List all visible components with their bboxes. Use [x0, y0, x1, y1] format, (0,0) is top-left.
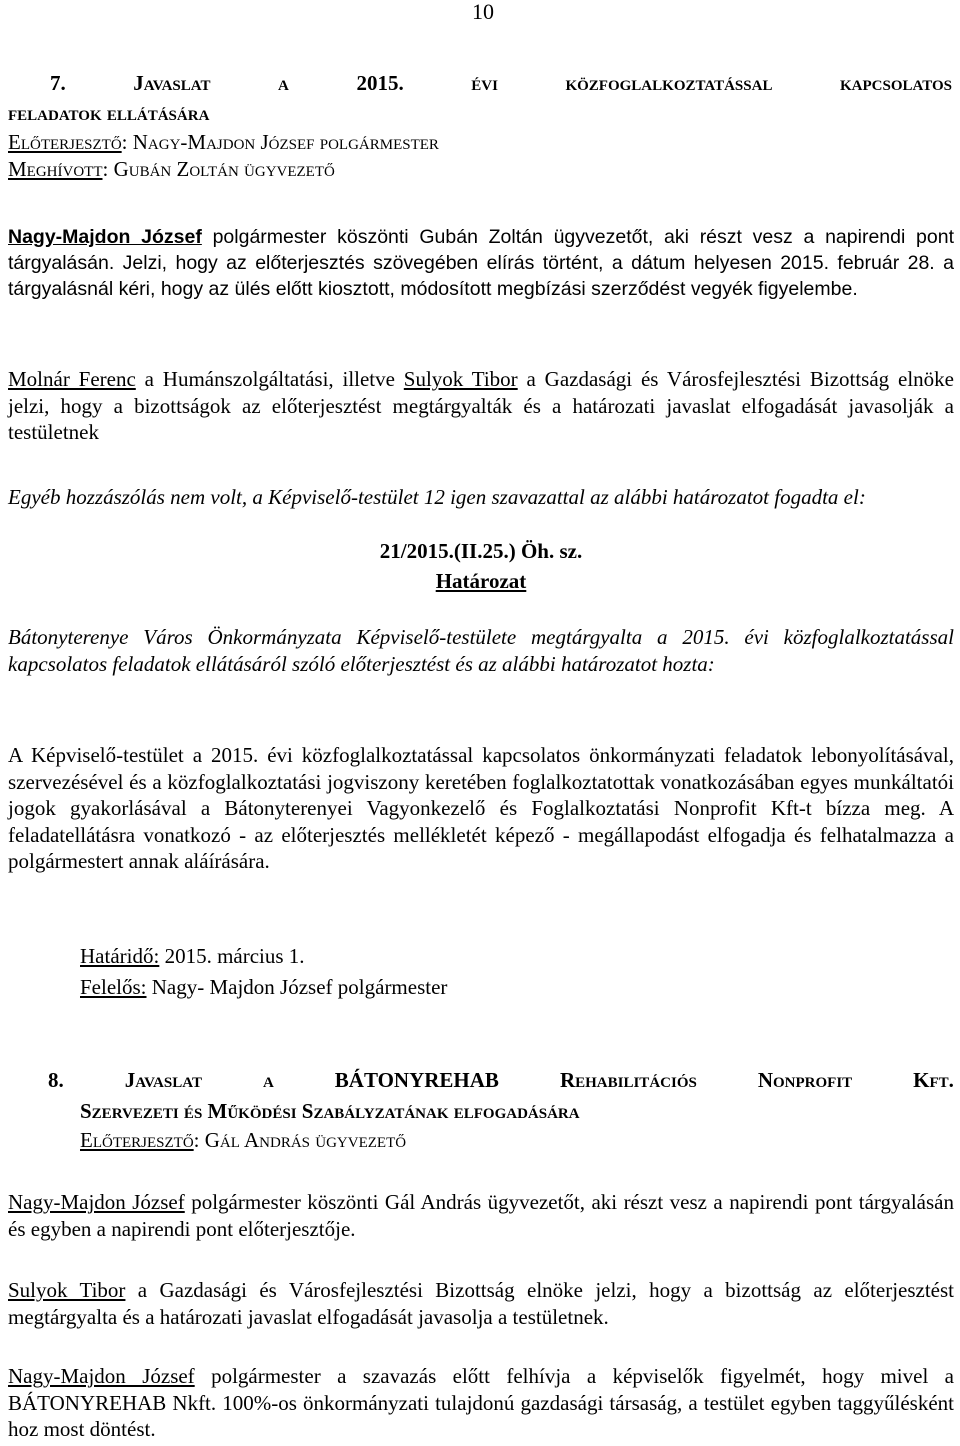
section-8-paragraph-3: Nagy-Majdon József polgármester a szavazás előtt felhívja a képviselők figyelmét, hogy mivel a BÁTONYREHAB Nkft. 100%-os önkormányzati tulajdonú gazdasági társaság, a testület egyben taggyűlésként hoz most döntést.	[8, 1364, 954, 1441]
section-7-vote-statement: Egyéb hozzászólás nem volt, a Képviselő-testület 12 igen szavazattal az alábbi határozatot fogadta el:	[8, 485, 866, 509]
section-8-title-line-2: Szervezeti és Működési Szabályzatának elfogadására	[80, 1098, 580, 1123]
section-7-title-line-2: feladatok ellátására	[8, 100, 210, 125]
resolution-deadline: Határidő: 2015. március 1.	[80, 944, 305, 968]
resolution-body: A Képviselő-testület a 2015. évi közfoglalkoztatással kapcsolatos önkormányzati feladatok lebonyolításával, szervezésével és a közfoglalkoztatási jogviszony keretében foglalkoztatottak vonatkozásában egyes munkáltatói jogok gyakorlásával a Bátonyterenyei Vagyonkezelő és Foglalkoztatási Nonprofit Kft-t bízza meg. A feladatellátásra vonatkozó - az előterjesztés mellékletét képező - megállapodást elfogadja és felhatalmazza a polgármestert annak aláírására.	[8, 743, 954, 873]
section-7-title-line-1: 7. Javaslat a 2015. évi közfoglalkoztatással kapcsolatos	[50, 71, 952, 95]
section-8-heading	[48, 1067, 954, 1154]
section-7-paragraph-2: Molnár Ferenc a Humánszolgáltatási, illetve Sulyok Tibor a Gazdasági és Városfejlesztési Bizottság elnöke jelzi, hogy a bizottságok az előterjesztést megtárgyalták és a határozati javaslat elfogadását javasolják a testületnek	[8, 367, 954, 444]
resolution-responsible: Felelős: Nagy- Majdon József polgármester	[80, 975, 448, 999]
section-7-invited: Meghívott: Gubán Zoltán ügyvezető	[8, 156, 335, 181]
section-7-heading	[8, 70, 952, 182]
resolution-preamble: Bátonyterenye Város Önkormányzata Képviselő-testülete megtárgyalta a 2015. évi közfoglalkoztatással kapcsolatos feladatok ellátásáról szóló előterjesztést és az alábbi határozatot hozta:	[8, 625, 954, 676]
section-8-paragraph-2: Sulyok Tibor a Gazdasági és Városfejlesztési Bizottság elnöke jelzi, hogy a bizottság az előterjesztést megtárgyalta és a határozati javaslat elfogadását javasolja a testületnek.	[8, 1278, 954, 1329]
section-8-presenter: Előterjesztő: Gál András ügyvezető	[80, 1128, 407, 1152]
page-number: 10	[472, 0, 494, 24]
resolution-number: 21/2015.(II.25.) Öh. sz.	[379, 539, 583, 563]
section-8-title-line-1: 8. Javaslat a BÁTONYREHAB Rehabilitációs Nonprofit Kft.	[48, 1068, 954, 1092]
resolution-title: Határozat	[435, 569, 527, 593]
section-7-presenter: Előterjesztő: Nagy-Majdon József polgármester	[8, 130, 439, 154]
section-7-paragraph-1: Nagy-Majdon József polgármester köszönti Gubán Zoltán ügyvezetőt, aki részt vesz a napirendi pont tárgyalásán. Jelzi, hogy az előterjesztés szövegében elírás történt, a dátum helyesen 2015. február 28. a tárgyalásnál kéri, hogy az ülés előtt kiosztott, módosított megbízási szerződést vegyék figyelembe.	[8, 226, 954, 300]
section-8-paragraph-1: Nagy-Majdon József polgármester köszönti Gál András ügyvezetőt, aki részt vesz a napirendi pont tárgyalásán és egyben a napirendi pont előterjesztője.	[8, 1190, 954, 1241]
